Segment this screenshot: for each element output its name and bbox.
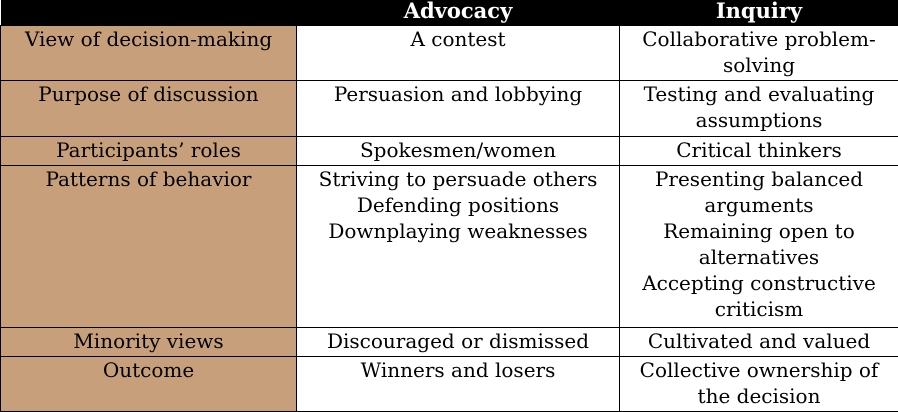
advocacy-cell <box>297 80 620 136</box>
cell-line: Accepting constructive <box>622 270 896 296</box>
cell-line: Striving to persuade others <box>299 166 617 192</box>
cell-line: Critical thinkers <box>622 137 896 163</box>
cell-line: Cultivated and valued <box>622 328 896 354</box>
cell-line: the decision <box>622 383 896 409</box>
cell-line: Spokesmen/women <box>299 137 617 163</box>
advocacy-cell <box>297 327 620 356</box>
row-label-outcome: Outcome <box>1 356 297 411</box>
table-row <box>1 165 898 327</box>
inquiry-cell <box>620 165 898 327</box>
row-label-view-of-decision-making: View of decision-making <box>1 25 297 80</box>
inquiry-cell <box>620 136 898 165</box>
cell-line: Defending positions <box>299 192 617 218</box>
cell-line: arguments <box>622 192 896 218</box>
inquiry-cell <box>620 327 898 356</box>
cell-line: Remaining open to <box>622 218 896 244</box>
cell-line: Persuasion and lobbying <box>299 81 617 107</box>
cell-line: assumptions <box>622 107 896 133</box>
table-row <box>1 327 898 356</box>
header-row <box>1 0 898 25</box>
advocacy-cell <box>297 25 620 80</box>
advocacy-cell <box>297 356 620 411</box>
cell-line: Presenting balanced <box>622 166 896 192</box>
row-label-minority-views: Minority views <box>1 327 297 356</box>
table-body <box>1 25 898 411</box>
table-row <box>1 356 898 411</box>
table-row <box>1 136 898 165</box>
row-label-purpose-of-discussion: Purpose of discussion <box>1 80 297 136</box>
cell-line: Winners and losers <box>299 357 617 383</box>
header-advocacy: Advocacy <box>297 0 620 25</box>
cell-line: A contest <box>299 26 617 52</box>
advocacy-cell <box>297 165 620 327</box>
advocacy-cell <box>297 136 620 165</box>
inquiry-cell <box>620 25 898 80</box>
cell-line: criticism <box>622 296 896 322</box>
cell-line: Collaborative problem- <box>622 26 896 52</box>
cell-line: solving <box>622 52 896 78</box>
inquiry-cell <box>620 356 898 411</box>
cell-line: Discouraged or dismissed <box>299 328 617 354</box>
cell-line: Collective ownership of <box>622 357 896 383</box>
table-row <box>1 80 898 136</box>
row-label-participants-roles: Participants’ roles <box>1 136 297 165</box>
table-header <box>1 0 898 25</box>
header-inquiry: Inquiry <box>620 0 898 25</box>
cell-line: Testing and evaluating <box>622 81 896 107</box>
table-row <box>1 25 898 80</box>
inquiry-cell <box>620 80 898 136</box>
row-label-patterns-of-behavior: Patterns of behavior <box>1 165 297 327</box>
header-corner-cell <box>1 0 297 25</box>
cell-line: alternatives <box>622 244 896 270</box>
cell-line: Downplaying weaknesses <box>299 218 617 244</box>
